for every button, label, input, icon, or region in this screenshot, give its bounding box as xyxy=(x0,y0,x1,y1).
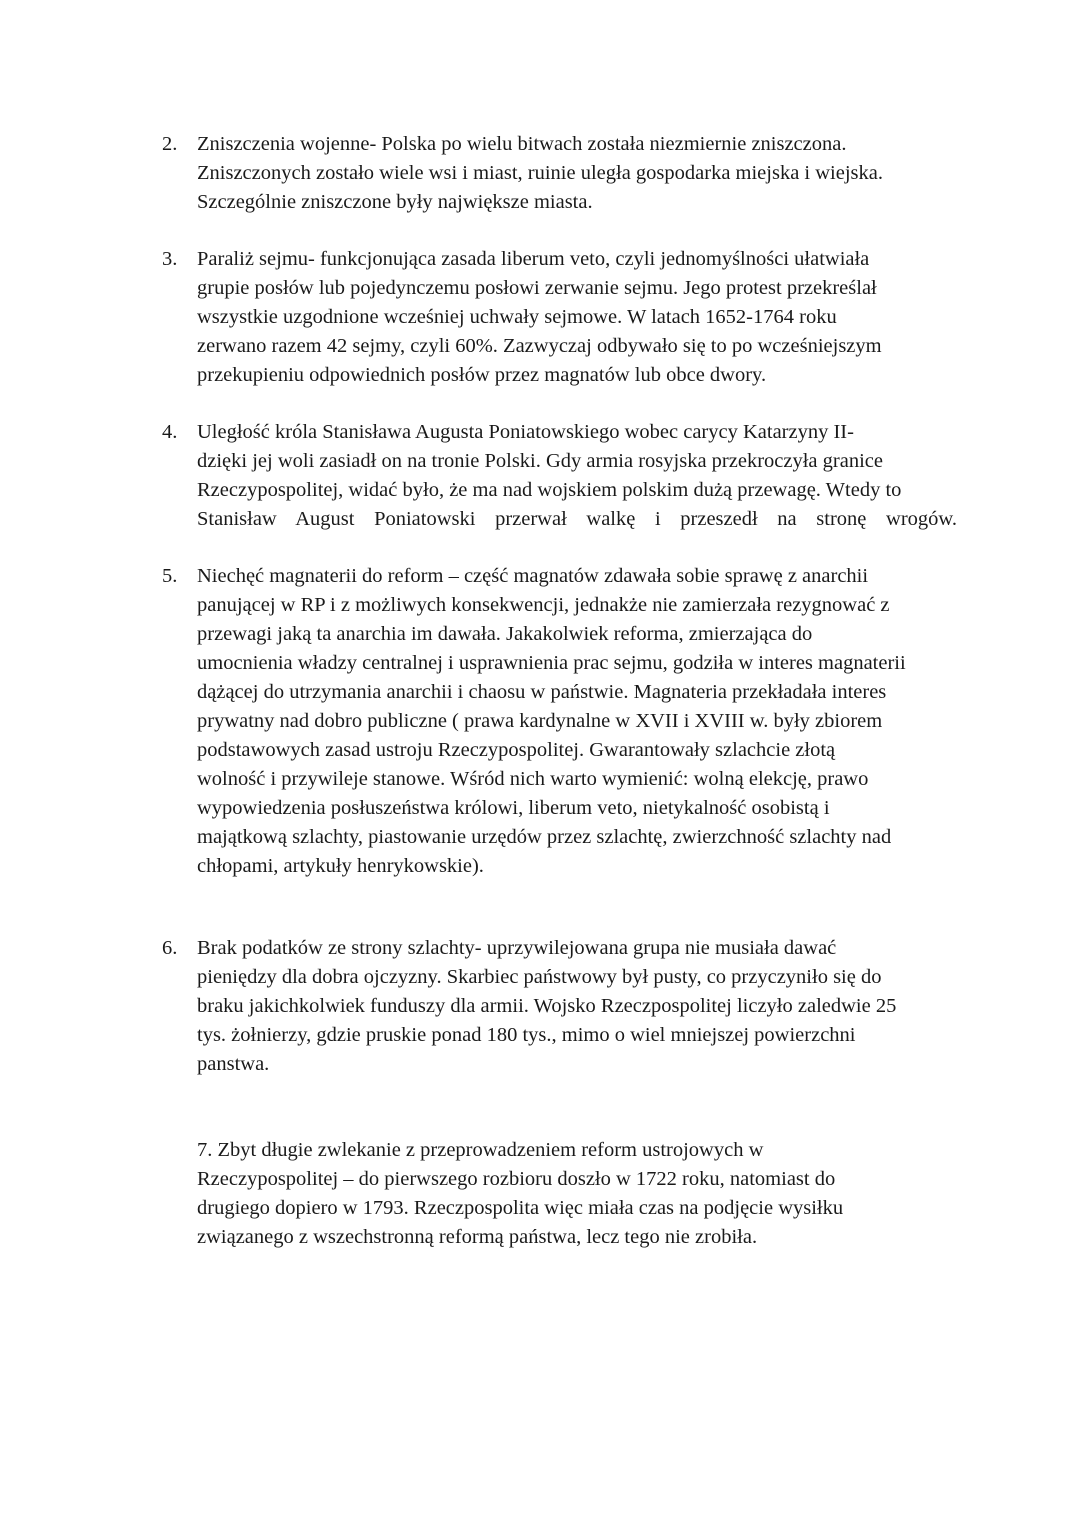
text-line: braku jakichkolwiek funduszy dla armii. Wojsko Rzeczpospolitej liczyło zaledwie 25 xyxy=(197,995,897,1017)
text-line: Niechęć magnaterii do reform – część magnatów zdawała sobie sprawę z anarchii xyxy=(197,565,869,587)
text-line: grupie posłów lub pojedynczemu posłowi zerwanie sejmu. Jego protest przekreślał xyxy=(197,277,877,299)
text-line: podstawowych zasad ustroju Rzeczypospolitej. Gwarantowały szlachcie złotą xyxy=(197,739,836,761)
text-line: Zniszczonych zostało wiele wsi i miast, ruinie uległa gospodarka miejska i wiejska. xyxy=(197,162,883,184)
text-line: wolność i przywileje stanowe. Wśród nich warto wymienić: wolną elekcję, prawo xyxy=(197,768,869,790)
text-line: zerwano razem 42 sejmy, czyli 60%. Zazwyczaj odbywało się to po wcześniejszym xyxy=(197,335,882,357)
text-line: dzięki jej woli zasiadł on na tronie Polski. Gdy armia rosyjska przekroczyła granice xyxy=(197,450,883,472)
text-line: Paraliż sejmu- funkcjonująca zasada liberum veto, czyli jednomyślności ułatwiała xyxy=(197,248,870,270)
text-line: umocnienia władzy centralnej i usprawnienia prac sejmu, godziła w interes magnaterii xyxy=(197,652,906,674)
text-line: wypowiedzenia posłuszeństwa królowi, liberum veto, nietykalność osobistą i xyxy=(197,797,830,819)
list-item-number: 2. xyxy=(162,133,178,155)
text-line: Rzeczypospolitej – do pierwszego rozbioru doszło w 1722 roku, natomiast do xyxy=(197,1168,836,1190)
list-item xyxy=(197,1136,957,1252)
text-line: drugiego dopiero w 1793. Rzeczpospolita więc miała czas na podjęcie wysiłku xyxy=(197,1197,844,1219)
text-line: majątkową szlachty, piastowanie urzędów przez szlachtę, zwierzchność szlachty nad xyxy=(197,826,892,848)
list-item xyxy=(162,934,957,1079)
text-line: Szczególnie zniszczone były największe miasta. xyxy=(197,191,593,213)
text-line: związanego z wszechstronną reformą państwa, lecz tego nie zrobiła. xyxy=(197,1226,758,1248)
list-item-number: 6. xyxy=(162,937,178,959)
text-line: 7. Zbyt długie zwlekanie z przeprowadzeniem reform ustrojowych w xyxy=(197,1139,764,1161)
text-line: Stanisław August Poniatowski przerwał walkę i przeszedł na stronę wrogów. xyxy=(197,508,957,530)
text-line: wszystkie uzgodnione wcześniej uchwały sejmowe. W latach 1652-1764 roku xyxy=(197,306,837,328)
text-line: Rzeczypospolitej, widać było, że ma nad wojskiem polskim dużą przewagę. Wtedy to xyxy=(197,479,902,501)
text-line: Uległość króla Stanisława Augusta Poniatowskiego wobec carycy Katarzyny II- xyxy=(197,421,854,443)
text-line: pieniędzy dla dobra ojczyzny. Skarbiec państwowy był pusty, co przyczyniło się do xyxy=(197,966,882,988)
list-item-number: 3. xyxy=(162,248,178,270)
text-line: Brak podatków ze strony szlachty- uprzywilejowana grupa nie musiała dawać xyxy=(197,937,837,959)
list-item xyxy=(162,130,957,217)
text-line: przewagi jaką ta anarchia im dawała. Jakakolwiek reforma, zmierzająca do xyxy=(197,623,813,645)
text-line: dążącej do utrzymania anarchii i chaosu w państwie. Magnateria przekładała interes xyxy=(197,681,887,703)
text-line: tys. żołnierzy, gdzie pruskie ponad 180 tys., mimo o wiel mniejszej powierzchni xyxy=(197,1024,856,1046)
list-item-number: 5. xyxy=(162,565,178,587)
text-line: przekupieniu odpowiednich posłów przez magnatów lub obce dwory. xyxy=(197,364,767,386)
list-item-number: 4. xyxy=(162,421,178,443)
text-line: panującej w RP i z możliwych konsekwencji, jednakże nie zamierzała rezygnować z xyxy=(197,594,890,616)
text-line: panstwa. xyxy=(197,1053,270,1075)
text-line: chłopami, artykuły henrykowskie). xyxy=(197,855,484,877)
text-line: prywatny nad dobro publiczne ( prawa kardynalne w XVII i XVIII w. były zbiorem xyxy=(197,710,883,732)
list-item xyxy=(162,245,957,390)
text-line: Zniszczenia wojenne- Polska po wielu bitwach została niezmiernie zniszczona. xyxy=(197,133,847,155)
list-item xyxy=(162,418,957,534)
list-item xyxy=(162,562,957,881)
